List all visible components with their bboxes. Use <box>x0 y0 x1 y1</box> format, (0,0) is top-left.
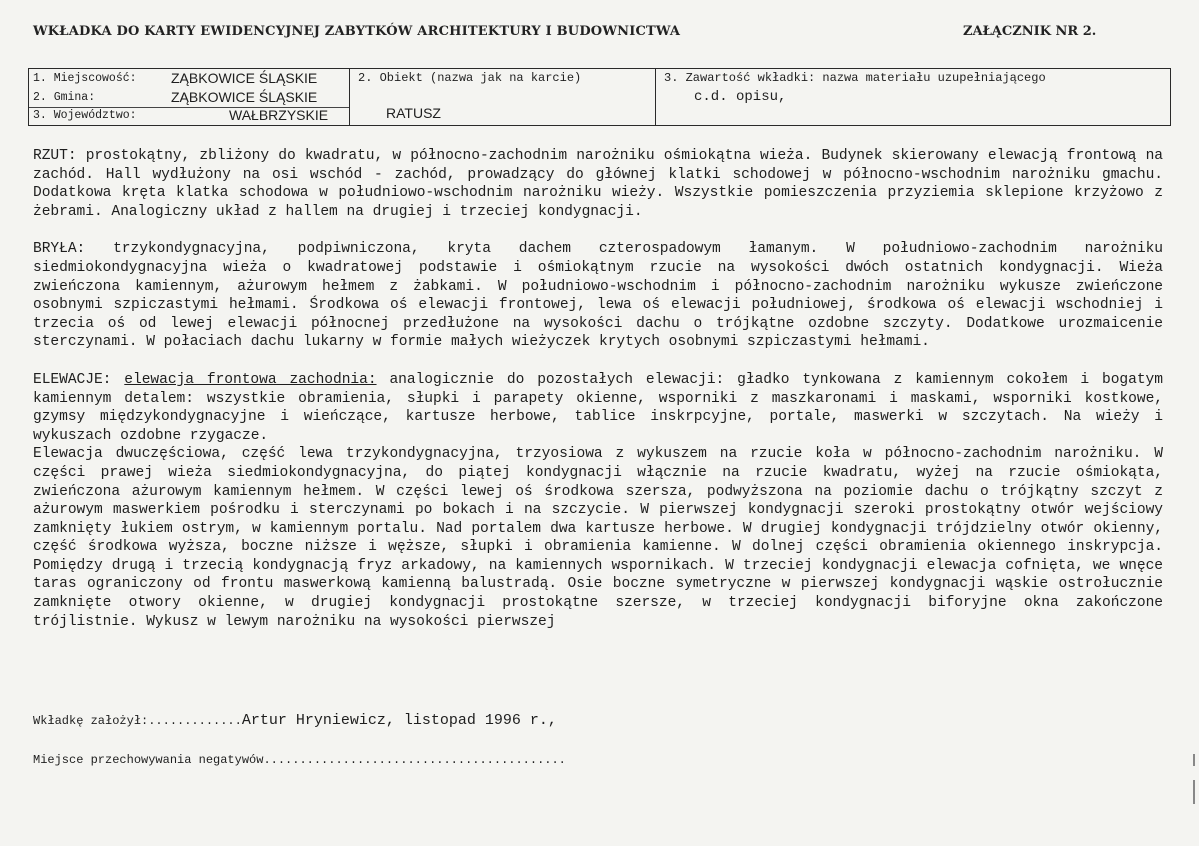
province-label: 3. Województwo: <box>33 109 137 122</box>
section-rzut: RZUT: prostokątny, zbliżony do kwadratu, w północno-zachodnim narożniku ośmiokątna wieża. Budynek skierowany elewacją frontową na zachód. Hall wydłużony na osi wschód - zachód, prowadzący do głównej klatki schodowej w północno-wschodnim narożniku gmachu. Dodatkowa kręta klatka schodowa w południowo-wschodnim narożniku wieży. Wszystkie pomieszczenia przyziemia sklepione krzyżowo z żebrami. Analogiczny układ z hallem na drugiej i trzeciej kondygnacji. <box>33 148 1163 220</box>
document-title: WKŁADKA DO KARTY EWIDENCYJNEJ ZABYTKÓW ARCHITEKTURY I BUDOWNICTWA <box>33 24 681 39</box>
object-value: RATUSZ <box>386 105 441 121</box>
location-row <box>33 71 345 89</box>
province-value: WAŁBRZYSKIE <box>229 107 329 123</box>
commune-label: 2. Gmina: <box>33 91 96 104</box>
scan-edge-mark <box>1193 780 1195 804</box>
section-bryla: BRYŁA: trzykondygnacyjna, podpiwniczona, kryta dachem czterospadowym łamanym. W południowo-zachodnim narożniku siedmiokondygnacyjna wieża o kwadratowej podstawie i ośmiokątnym rzucie na wysokości dwóch ostatnich kondygnacji. Wieża zwieńczona kamiennym, ażurowym hełmem z żabkami. W południowo-wschodnim i północno-zachodnim narożniku wykusze zwieńczone osobnymi szpiczastymi hełmami. Środkowa oś elewacji frontowej, lewa oś elewacji południowej, środkowa oś elewacji wschodniej i trzecia oś od lewej elewacji północnej przedłużone na wysokości dachu o trójkątne ozdobne szczyty. Dodatkowe urozmaicenie sterczynami. W połaciach dachu lukarny w formie małych wieżyczek krytych osobnymi szpiczastymi hełmami. <box>33 241 1163 351</box>
location-value: ZĄBKOWICE ŚLĄSKIE <box>171 70 318 86</box>
elewacje-paragraph-1: analogicznie do pozostałych elewacji: gładko tynkowana z kamiennym cokołem i bogatym kamiennym detalem: wszystkie obramienia, słupki i parapety okienne, wsporniki z maszkaronami i maskami, wsporniki kostkowe, gzymsy międzykondygnacyjne i wieńczące, kartusze herbowe, tablice inskrpcyjne, portale, maswerki w szczytach. Na wieży i wykuszach ozdobne rzygacze. <box>33 371 1163 444</box>
object-column <box>350 69 656 125</box>
commune-value: ZĄBKOWICE ŚLĄSKIE <box>171 89 318 105</box>
elewacje-paragraph-2: Elewacja dwuczęściowa, część lewa trzykondygnacyjna, trzyosiowa z wykuszem na rzucie koła w północno-zachodnim narożniku. W części prawej wieża siedmiokondygnacyjna, do piątej kondygnacji włącznie na rzucie kwadratu, wyżej na rzucie ośmiokąta, zwieńczona ażurowym kamiennym hełmem. W części lewej oś środkowa szersza, podwyższona na poziomie dachu o trójkątny szczyt z ażurowym maswerkiem pośrodku i sterczynami po bokach i na szczycie. W pierwszej kondygnacji szeroki prostokątny otwór wejściowy zamknięty łukiem ostrym, w kamiennym portalu. Nad portalem dwa kartusze herbowe. W drugiej kondygnacji trójdzielny otwór okienny, część środkowa wyższa, boczne niższe i węższe, słupki i obramienia kamienne. W dolnej części obramienia okiennego inskrypcja. Pomiędzy drugą i trzecią kondygnacją fryz arkadowy, na kamiennych wspornikach. W trzeciej kondygnacji elewacja cofnięta, we wnęce taras ograniczony od frontu maswerkową kamienną balustradą. Osie boczne symetryczne w pierwszej kondygnacji wąskie ostrołucznie zamknięte otwory okienne, w drugiej kondygnacji prostokątne szersze, w trzeciej kondygnacji biforyjne okna zakończone trójlistnie. Wykusz w lewym narożniku na wysokości pierwszej <box>33 446 1163 630</box>
object-label: 2. Obiekt (nazwa jak na karcie) <box>358 71 582 85</box>
content-value: c.d. opisu, <box>694 89 787 105</box>
elewacje-subheading: elewacja frontowa zachodnia: <box>124 371 377 388</box>
founder-label: Wkładkę założył:............. <box>33 714 242 728</box>
elewacje-label: ELEWACJE: <box>33 371 112 388</box>
content-column <box>656 69 1170 125</box>
description-body <box>33 147 1163 631</box>
founder-value: Artur Hryniewicz, listopad 1996 r., <box>241 712 557 729</box>
section-elewacje <box>33 371 1163 445</box>
founder-line <box>33 712 557 729</box>
info-table <box>28 68 1171 126</box>
province-row <box>33 108 345 126</box>
location-label: 1. Miejscowość: <box>33 72 137 85</box>
location-column <box>29 69 350 125</box>
negatives-line: Miejsce przechowywania negatywów.......................................... <box>33 753 566 767</box>
scan-edge-mark <box>1193 754 1195 766</box>
commune-row <box>33 90 345 108</box>
attachment-number: ZAŁĄCZNIK NR 2. <box>963 24 1097 39</box>
content-label: 3. Zawartość wkładki: nazwa materiału uzupełniającego <box>664 71 1046 85</box>
